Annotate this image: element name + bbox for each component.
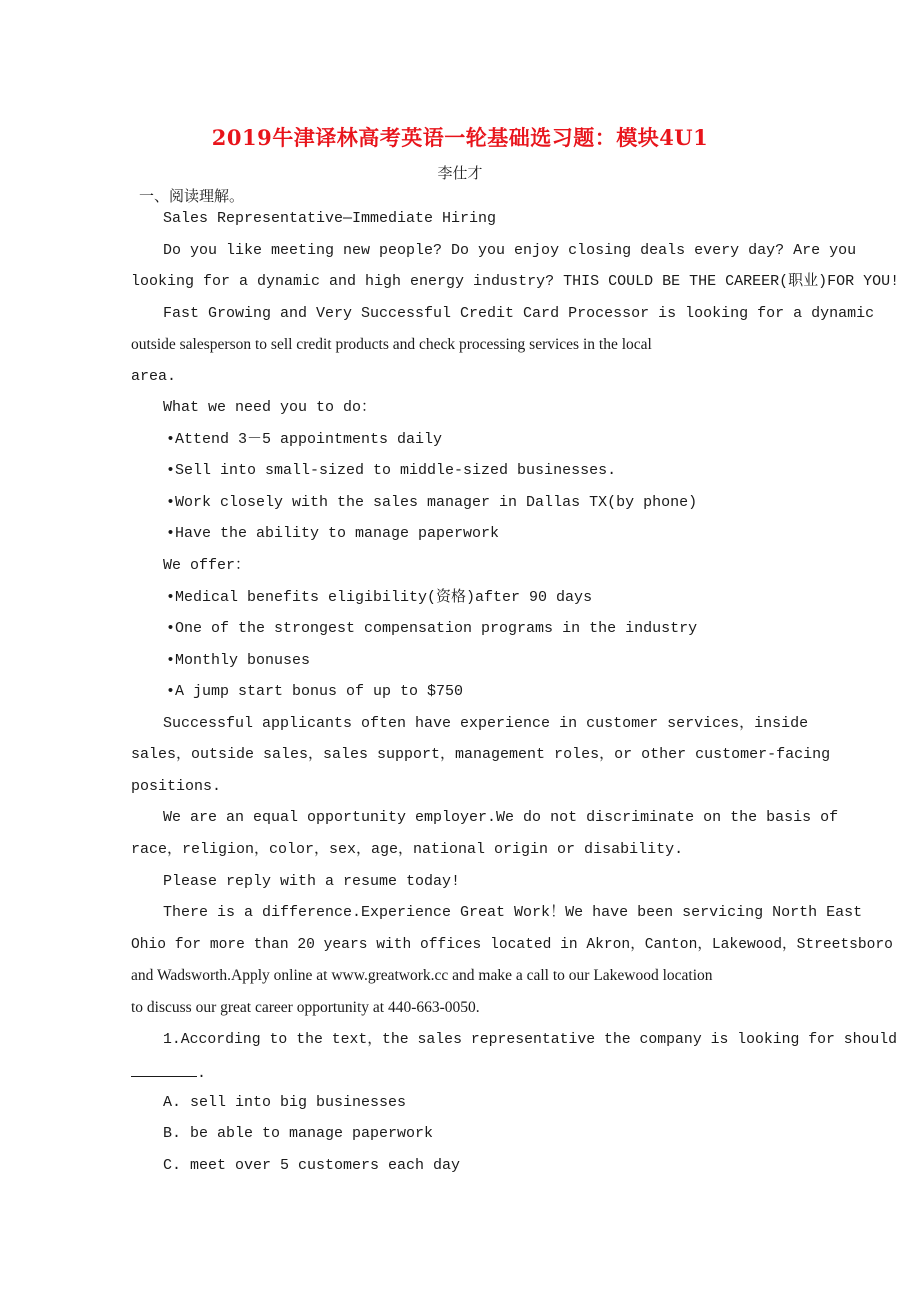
list-item: •One of the strongest compensation programs in the industry	[166, 620, 698, 637]
author-name: 李仕才	[437, 164, 483, 182]
list-item: •Work closely with the sales manager in Dallas TX(by phone)	[166, 494, 698, 511]
paragraph-line: looking for a dynamic and high energy industry? THIS COULD BE THE CAREER(职业)FOR YOU!	[131, 273, 900, 290]
paragraph-line: race，religion，color，sex，age，national origin or disability.	[131, 841, 684, 858]
paragraph-line: area.	[131, 368, 177, 385]
list-item: •Monthly bonuses	[166, 652, 311, 669]
option-a: A. sell into big businesses	[163, 1094, 407, 1111]
option-b: B. be able to manage paperwork	[163, 1125, 434, 1142]
paragraph-line: positions.	[131, 778, 222, 795]
answer-blank-line	[131, 1062, 206, 1084]
paragraph-line: Do you like meeting new people? Do you enjoy closing deals every day? Are you	[163, 242, 857, 259]
paragraph-line: Ohio for more than 20 years with offices located in Akron，Canton，Lakewood，Streetsboro	[131, 937, 893, 953]
need-heading: What we need you to do：	[163, 399, 377, 416]
paragraph-line: outside salesperson to sell credit products and check processing services in the local	[131, 336, 652, 353]
passage-headline: Sales Representative—Immediate Hiring	[163, 210, 497, 227]
paragraph-line: There is a difference.Experience Great Work！We have been servicing North East	[163, 904, 863, 921]
paragraph-line: Successful applicants often have experience in customer services，inside	[163, 715, 809, 732]
list-item: •A jump start bonus of up to $750	[166, 683, 464, 700]
paragraph-line: sales，outside sales，sales support，management roles，or other customer-facing	[131, 746, 831, 763]
paragraph-line: Please reply with a resume today!	[163, 873, 461, 890]
section-heading: 一、阅读理解。	[139, 187, 245, 205]
list-item: •Attend 3－5 appointments daily	[166, 431, 443, 448]
list-item: •Have the ability to manage paperwork	[166, 525, 500, 542]
paragraph-line: and Wadsworth.Apply online at www.greatwork.cc and make a call to our Lakewood location	[131, 967, 713, 984]
paragraph-line: to discuss our great career opportunity at 440-663-0050.	[131, 999, 480, 1016]
document-title: 2019牛津译林高考英语一轮基础选习题：模块4U1	[211, 125, 709, 150]
paragraph-line: We are an equal opportunity employer.We do not discriminate on the basis of	[163, 809, 839, 826]
offer-heading: We offer：	[163, 557, 251, 574]
list-item: •Sell into small-sized to middle-sized businesses.	[166, 462, 617, 479]
option-c: C. meet over 5 customers each day	[163, 1157, 461, 1174]
paragraph-line: Fast Growing and Very Successful Credit Card Processor is looking for a dynamic	[163, 305, 875, 322]
question-stem: 1.According to the text，the sales representative the company is looking for should	[163, 1032, 898, 1048]
list-item: •Medical benefits eligibility(资格)after 90 days	[166, 589, 593, 606]
question-stem-end: .	[197, 1065, 207, 1082]
answer-blank	[131, 1062, 197, 1077]
